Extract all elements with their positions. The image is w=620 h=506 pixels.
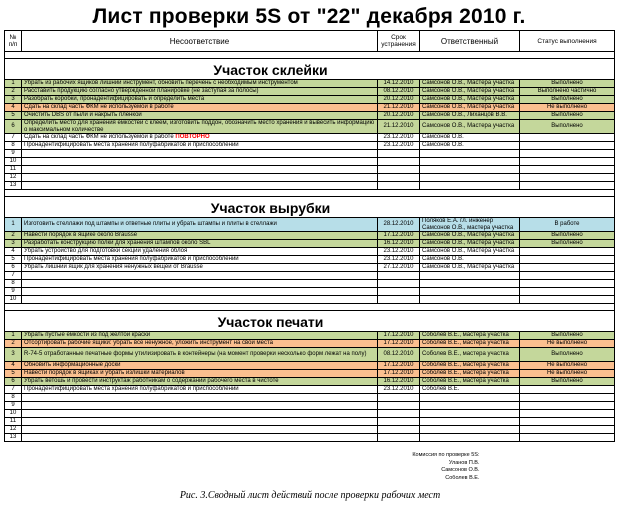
section-title: Участок склейки — [22, 59, 520, 80]
row-description — [22, 104, 378, 112]
row-description — [22, 280, 378, 288]
row-number: 4 — [5, 104, 22, 112]
row-description-text: Пронадентифицировать места хранения полуфабрикатов и приспособлений — [24, 142, 239, 149]
row-description-text: Пронадентифицировать места хранения полуфабрикатов и приспособлений — [24, 386, 239, 393]
table-row — [5, 410, 615, 418]
row-status: Выполнено — [520, 378, 615, 386]
row-description-text: Убрать лишний ящик для хранения ненужных вещей от Brausse — [24, 264, 203, 271]
checklist-sheet — [4, 2, 614, 482]
row-responsible: Самсонов О.В., Мастера участка — [420, 80, 520, 88]
spacer-row — [5, 190, 615, 197]
table-row — [5, 232, 615, 240]
row-status: Не выполнено — [520, 362, 615, 370]
row-description — [22, 134, 378, 142]
row-description — [22, 256, 378, 264]
row-description — [22, 150, 378, 158]
section-title: Участок печати — [22, 311, 520, 332]
table-row — [5, 248, 615, 256]
row-responsible — [420, 410, 520, 418]
table-row — [5, 80, 615, 88]
row-description — [22, 402, 378, 410]
commission-row — [5, 460, 615, 468]
table-row — [5, 112, 615, 120]
row-due-date: 23.12.2010 — [378, 142, 420, 150]
row-responsible — [420, 296, 520, 304]
table-row — [5, 434, 615, 442]
header-row — [5, 31, 615, 52]
table-row — [5, 264, 615, 272]
row-status: Не выполнено — [520, 370, 615, 378]
section-cell — [520, 59, 615, 80]
table-row — [5, 280, 615, 288]
row-responsible — [420, 182, 520, 190]
commission-spacer — [520, 452, 615, 460]
row-responsible — [420, 174, 520, 182]
row-due-date: 23.12.2010 — [378, 134, 420, 142]
table-row — [5, 402, 615, 410]
row-status — [520, 386, 615, 394]
row-responsible: Соболев В.Е., мастера участка — [420, 370, 520, 378]
table-row — [5, 88, 615, 96]
row-responsible — [420, 280, 520, 288]
row-number: 5 — [5, 256, 22, 264]
row-description-text: Сдать на склад часть ФКМ не используемой в работе — [24, 134, 174, 141]
row-description — [22, 394, 378, 402]
row-number: 11 — [5, 418, 22, 426]
row-due-date: 21.12.2010 — [378, 104, 420, 112]
section-header-row — [5, 197, 615, 218]
row-status — [520, 158, 615, 166]
table-row — [5, 426, 615, 434]
table-row — [5, 348, 615, 362]
table-row — [5, 296, 615, 304]
table-row — [5, 134, 615, 142]
spacer-cell — [22, 304, 520, 311]
row-status — [520, 150, 615, 158]
row-description — [22, 182, 378, 190]
row-number: 8 — [5, 280, 22, 288]
row-due-date: 16.12.2010 — [378, 378, 420, 386]
row-due-date — [378, 434, 420, 442]
row-responsible: Самсонов О.В., Мастера участка — [420, 104, 520, 112]
row-description-text: Пронадентифицировать места хранения полуфабрикатов и приспособлений — [24, 256, 239, 263]
commission-label: Комиссия по проверке 5S: — [412, 452, 480, 458]
row-due-date: 17.12.2010 — [378, 370, 420, 378]
commission-spacer — [5, 467, 378, 475]
row-number: 10 — [5, 296, 22, 304]
row-description — [22, 96, 378, 104]
row-number: 12 — [5, 426, 22, 434]
section-header-row — [5, 311, 615, 332]
row-description-text: Разработать конструкцию полки для хранения штампов около SBL — [24, 240, 211, 247]
repeat-flag: ПОВТОРНО — [175, 134, 210, 141]
row-due-date — [378, 296, 420, 304]
row-responsible: Соболев В.Е., мастера участка — [420, 340, 520, 348]
row-description — [22, 362, 378, 370]
row-description — [22, 264, 378, 272]
table-row — [5, 182, 615, 190]
row-due-date — [378, 410, 420, 418]
checklist-table — [4, 30, 615, 482]
row-status — [520, 264, 615, 272]
spacer-cell — [22, 190, 520, 197]
row-status — [520, 296, 615, 304]
footer-spacer-cell — [5, 442, 615, 453]
footer-spacer — [5, 442, 615, 453]
table-row — [5, 256, 615, 264]
row-number: 1 — [5, 80, 22, 88]
sheet-title: Лист проверки 5S от "22" декабря 2010 г. — [92, 5, 526, 28]
row-number: 11 — [5, 166, 22, 174]
row-status — [520, 418, 615, 426]
row-due-date — [378, 402, 420, 410]
row-status — [520, 410, 615, 418]
row-due-date: 20.12.2010 — [378, 112, 420, 120]
table-row — [5, 288, 615, 296]
row-description-text: Обновить информационные доски — [24, 362, 121, 369]
row-responsible — [420, 394, 520, 402]
spacer-cell — [5, 190, 22, 197]
row-description-text: Навести порядок в ящиках и убрать излишки материалов — [24, 370, 185, 377]
row-responsible: Соболев В.Е., мастера участка — [420, 378, 520, 386]
commission-spacer — [5, 460, 378, 468]
row-status: Выполнено — [520, 120, 615, 134]
row-responsible — [420, 418, 520, 426]
table-row — [5, 394, 615, 402]
row-due-date — [378, 182, 420, 190]
row-description — [22, 348, 378, 362]
row-due-date — [378, 174, 420, 182]
row-status: Не выполнено — [520, 340, 615, 348]
row-due-date: 27.12.2010 — [378, 264, 420, 272]
row-number: 2 — [5, 88, 22, 96]
commission-row — [5, 452, 615, 460]
row-description-text: Расставить продукцию согласно утвержденной планировке (не заступая за полосы) — [24, 88, 259, 95]
row-responsible: Самсонов О.В., Мастера участка — [420, 240, 520, 248]
table-row — [5, 240, 615, 248]
header-desc: Несоответствие — [22, 31, 378, 52]
row-description — [22, 120, 378, 134]
row-description — [22, 418, 378, 426]
row-description-text: Убрать из рабочих ящиков лишний инструмент, обновить перечень с необходимым инструментом — [24, 80, 298, 87]
row-description — [22, 248, 378, 256]
row-description-text: Убрать устройство для подготовки секции удаления облоя — [24, 248, 188, 255]
row-number: 9 — [5, 150, 22, 158]
row-responsible — [420, 288, 520, 296]
row-due-date — [378, 272, 420, 280]
row-description — [22, 410, 378, 418]
row-description-text: R-74-5 отработанные печатные формы утилизировать в контейнеры (на момент проверки несколько форм лежат на полу) — [24, 351, 367, 358]
header-num: № п/п — [5, 31, 22, 52]
spacer-cell — [520, 52, 615, 59]
row-description — [22, 296, 378, 304]
row-status — [520, 174, 615, 182]
section-cell — [520, 311, 615, 332]
row-status — [520, 256, 615, 264]
table-row — [5, 96, 615, 104]
section-header-row — [5, 59, 615, 80]
row-responsible: Самсонов О.В., Мастера участка — [420, 248, 520, 256]
row-due-date: 23.12.2010 — [378, 248, 420, 256]
row-description — [22, 88, 378, 96]
row-number: 7 — [5, 272, 22, 280]
section-cell — [5, 197, 22, 218]
row-description — [22, 378, 378, 386]
row-description — [22, 218, 378, 232]
commission-spacer — [520, 467, 615, 475]
row-description — [22, 434, 378, 442]
row-due-date — [378, 158, 420, 166]
row-status — [520, 394, 615, 402]
row-number: 7 — [5, 386, 22, 394]
row-due-date — [378, 150, 420, 158]
header-status: Статус выполнения — [520, 31, 615, 52]
row-number: 2 — [5, 340, 22, 348]
row-due-date — [378, 394, 420, 402]
row-number: 10 — [5, 158, 22, 166]
row-number: 2 — [5, 232, 22, 240]
row-description — [22, 272, 378, 280]
row-status: В работе — [520, 218, 615, 232]
table-row — [5, 362, 615, 370]
row-responsible: Самсонов О.В. — [420, 142, 520, 150]
row-number: 12 — [5, 174, 22, 182]
table-row — [5, 166, 615, 174]
row-number: 6 — [5, 264, 22, 272]
row-due-date — [378, 426, 420, 434]
row-due-date — [378, 418, 420, 426]
commission-spacer — [520, 460, 615, 468]
row-responsible: Самсонов О.В., Мастера участка — [420, 88, 520, 96]
row-number: 3 — [5, 96, 22, 104]
row-due-date: 08.12.2010 — [378, 88, 420, 96]
row-description — [22, 240, 378, 248]
row-number: 8 — [5, 142, 22, 150]
row-status — [520, 288, 615, 296]
spacer-cell — [22, 52, 520, 59]
row-responsible — [420, 426, 520, 434]
table-row — [5, 332, 615, 340]
row-number: 9 — [5, 402, 22, 410]
table-row — [5, 218, 615, 232]
section-cell — [5, 311, 22, 332]
row-number: 13 — [5, 434, 22, 442]
row-due-date: 17.12.2010 — [378, 232, 420, 240]
row-number: 3 — [5, 240, 22, 248]
row-status: Выполнено — [520, 232, 615, 240]
row-responsible — [420, 150, 520, 158]
commission-member: Самсонов О.В. — [441, 467, 480, 473]
section-title: Участок вырубки — [22, 197, 520, 218]
row-number: 1 — [5, 218, 22, 232]
row-status — [520, 248, 615, 256]
commission-member: Уланов П.В. — [448, 459, 480, 466]
row-status: Выполнено частично — [520, 88, 615, 96]
row-description — [22, 340, 378, 348]
row-number: 3 — [5, 348, 22, 362]
row-description-text: Навести порядок в ящике около Brausse — [24, 232, 138, 239]
row-description-text: Отсортировать рабочие ящики: убрать все ненужное, уложить инструмент на свои места — [24, 340, 274, 347]
row-description-text: Разобрать коробки, пронадентифицировать и определить места — [24, 96, 205, 103]
section-cell — [520, 197, 615, 218]
table-row — [5, 272, 615, 280]
row-description — [22, 80, 378, 88]
row-number: 9 — [5, 288, 22, 296]
row-status: Выполнено — [520, 240, 615, 248]
row-responsible: Самсонов О.В., Мастера участка — [420, 96, 520, 104]
table-row — [5, 158, 615, 166]
row-status: Выполнено — [520, 332, 615, 340]
spacer-cell — [520, 304, 615, 311]
row-description-text: Убрать пустые емкости из под желтой краски — [24, 332, 151, 339]
row-responsible — [420, 434, 520, 442]
row-description — [22, 112, 378, 120]
row-due-date — [378, 166, 420, 174]
row-due-date: 28.12.2010 — [378, 218, 420, 232]
row-responsible — [420, 402, 520, 410]
spacer-row — [5, 304, 615, 311]
row-status — [520, 280, 615, 288]
header-resp: Ответственный — [420, 31, 520, 52]
row-responsible — [420, 272, 520, 280]
row-number: 4 — [5, 362, 22, 370]
commission-spacer — [5, 452, 378, 460]
row-description-text: Сдать на склад часть ФКМ не используемой в работе — [24, 104, 174, 111]
table-row — [5, 418, 615, 426]
row-number: 4 — [5, 248, 22, 256]
table-row — [5, 104, 615, 112]
table-row — [5, 142, 615, 150]
row-status — [520, 182, 615, 190]
row-responsible: Самсонов О.В., Мастера участка — [420, 232, 520, 240]
spacer-cell — [5, 304, 22, 311]
row-due-date: 17.12.2010 — [378, 362, 420, 370]
commission-row — [5, 467, 615, 475]
row-number: 8 — [5, 394, 22, 402]
row-description — [22, 386, 378, 394]
table-row — [5, 120, 615, 134]
spacer-row — [5, 52, 615, 59]
commission-member: Соболев В.Е. — [445, 474, 480, 481]
row-responsible: Соболев В.Е., мастера участка — [420, 348, 520, 362]
table-row — [5, 378, 615, 386]
row-due-date: 20.12.2010 — [378, 96, 420, 104]
row-status — [520, 434, 615, 442]
commission-row — [5, 475, 615, 483]
commission-spacer — [5, 475, 378, 483]
row-status — [520, 402, 615, 410]
row-description-text: Очистить DBS от пыли и накрыть пленкой — [24, 112, 142, 119]
row-number: 7 — [5, 134, 22, 142]
row-responsible: Поляков Е.А. гл. инженер Самсонов О.В., мастера участка — [420, 218, 520, 232]
row-status: Выполнено — [520, 348, 615, 362]
table-row — [5, 386, 615, 394]
row-description-text: Убрать ветошь и провести инструктаж работникам о содержании рабочего места в чистоте — [24, 378, 279, 385]
row-description — [22, 288, 378, 296]
header-date: Срок устранения — [378, 31, 420, 52]
row-responsible — [420, 166, 520, 174]
table-row — [5, 174, 615, 182]
row-due-date: 16.12.2010 — [378, 240, 420, 248]
row-status: Выполнено — [520, 112, 615, 120]
row-responsible: Соболев В.Е., мастера участка — [420, 362, 520, 370]
table-row — [5, 370, 615, 378]
spacer-cell — [520, 190, 615, 197]
row-due-date: 21.12.2010 — [378, 120, 420, 134]
row-status — [520, 134, 615, 142]
spacer-cell — [5, 52, 22, 59]
figure-caption: Рис. 3.Сводный лист действий после проверки рабочих мест — [179, 490, 441, 501]
row-responsible: Соболев В.Е. — [420, 386, 520, 394]
row-status: Выполнено — [520, 96, 615, 104]
row-number: 5 — [5, 112, 22, 120]
row-number: 6 — [5, 120, 22, 134]
row-responsible: Соболев В.Е., мастера участка — [420, 332, 520, 340]
row-status — [520, 166, 615, 174]
row-description-text: Определить место для хранения емкостей с клеем, изготовить поддон, обозначить место хранения и вывесить информацию о максимальном количестве — [24, 120, 375, 133]
row-due-date: 17.12.2010 — [378, 332, 420, 340]
row-status: Выполнено — [520, 80, 615, 88]
row-number: 5 — [5, 370, 22, 378]
table-row — [5, 150, 615, 158]
row-due-date: 08.12.2010 — [378, 348, 420, 362]
row-status — [520, 272, 615, 280]
row-description-text: Изготовить стеллажи под штампы и ответные плиты и убрать штампы и плиты в стеллажи — [24, 221, 277, 228]
row-status — [520, 426, 615, 434]
row-due-date: 14.12.2010 — [378, 80, 420, 88]
row-due-date: 17.12.2010 — [378, 340, 420, 348]
row-description — [22, 426, 378, 434]
row-description — [22, 370, 378, 378]
row-description — [22, 142, 378, 150]
table-row — [5, 340, 615, 348]
row-description — [22, 166, 378, 174]
row-responsible: Самсонов О.В., Мастера участка — [420, 120, 520, 134]
row-description — [22, 232, 378, 240]
row-due-date — [378, 280, 420, 288]
row-number: 1 — [5, 332, 22, 340]
row-responsible: Самсонов О.В., Мастера участка — [420, 264, 520, 272]
row-description — [22, 332, 378, 340]
row-number: 13 — [5, 182, 22, 190]
row-due-date: 23.12.2010 — [378, 386, 420, 394]
row-description — [22, 174, 378, 182]
row-responsible — [420, 158, 520, 166]
row-responsible: Самсонов О.В. — [420, 134, 520, 142]
row-status — [520, 142, 615, 150]
row-number: 10 — [5, 410, 22, 418]
table-body — [5, 52, 615, 483]
row-number: 6 — [5, 378, 22, 386]
commission-spacer — [520, 475, 615, 483]
row-description — [22, 158, 378, 166]
section-cell — [5, 59, 22, 80]
row-status: Не выполнено — [520, 104, 615, 112]
row-responsible: Самсонов О.В., Лиханцов В.В. — [420, 112, 520, 120]
row-due-date: 23.12.2010 — [378, 256, 420, 264]
row-responsible: Самсонов О.В. — [420, 256, 520, 264]
row-due-date — [378, 288, 420, 296]
